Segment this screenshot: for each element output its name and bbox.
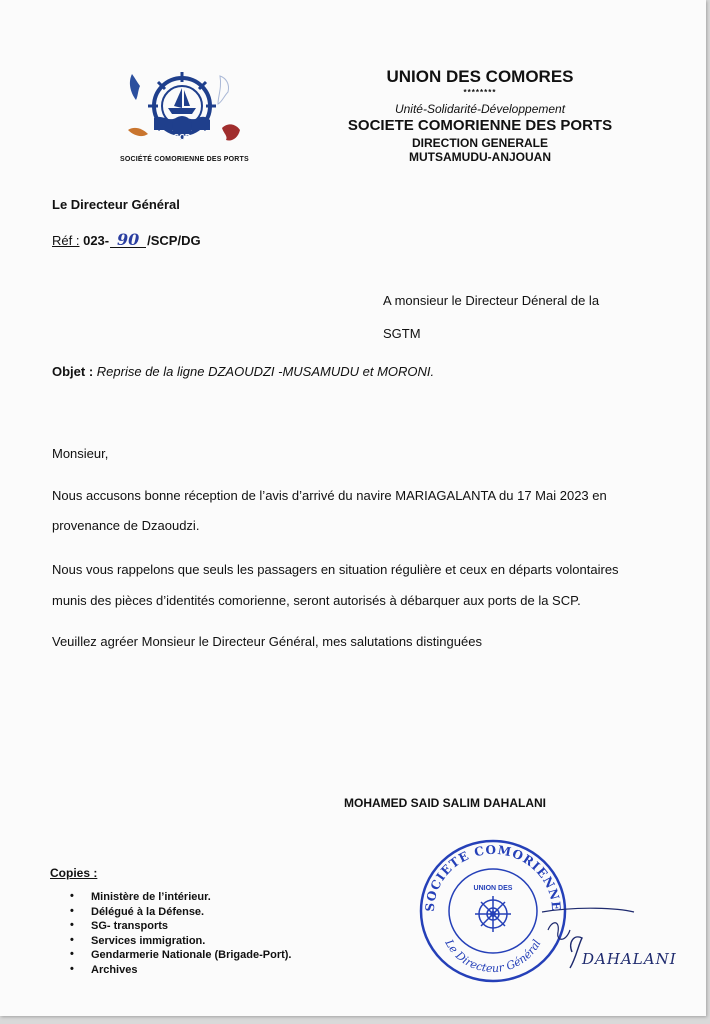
- copy-item: • Services immigration.: [70, 935, 292, 950]
- svg-text:Le Directeur Général: [442, 936, 544, 975]
- paragraph-1-line-1: Nous accusons bonne réception de l’avis d’arrivé du navire MARIAGALANTA du 17 Mai 2023 en: [52, 488, 607, 503]
- copy-item: • Gendarmerie Nationale (Brigade-Port).: [70, 949, 292, 964]
- national-motto: Unité-Solidarité-Développement: [394, 102, 566, 116]
- direction-name: DIRECTION GENERALE: [411, 136, 548, 150]
- paragraph-2-line-1: Nous vous rappelons que seuls les passagers en situation régulière et ceux en départs volontaires: [52, 562, 619, 577]
- copy-item: • SG- transports: [70, 920, 292, 935]
- subject: [52, 364, 434, 379]
- subject-label: Objet :: [52, 364, 94, 379]
- copies-title: Copies :: [50, 866, 98, 880]
- paragraph-2-line-2: munis des pièces d’identités comorienne, seront autorisés à débarquer aux ports de la SCP.: [52, 593, 581, 608]
- copy-item: • Ministère de l’intérieur.: [70, 891, 292, 906]
- header-stars: ********: [463, 88, 497, 97]
- recipient-line-2: SGTM: [383, 326, 421, 341]
- signature: [538, 902, 688, 980]
- copy-item: • Archives: [70, 964, 292, 979]
- city-name: MUTSAMUDU-ANJOUAN: [409, 150, 551, 164]
- stamp-top-text: SOCIETE COMORIENNE: [422, 842, 564, 913]
- reference-number: 90: [110, 233, 146, 248]
- reference-label: Réf :: [52, 233, 80, 248]
- recipient-line-1: A monsieur le Directeur Déneral de la: [383, 293, 600, 308]
- signatory-name: MOHAMED SAID SALIM DAHALANI: [344, 796, 546, 810]
- reference-prefix: 023-: [83, 233, 110, 248]
- stamp-bottom-text: Le Directeur Général: [442, 937, 544, 976]
- stamp-inner-text: UNION DES: [473, 885, 513, 892]
- reference-suffix: /SCP/DG: [147, 233, 201, 248]
- scp-logo: [118, 68, 258, 166]
- paragraph-1-line-2: provenance de Dzaoudzi.: [52, 518, 200, 533]
- closing-formula: Veuillez agréer Monsieur le Directeur Général, mes salutations distinguées: [52, 634, 482, 649]
- salutation: Monsieur,: [52, 446, 109, 461]
- subject-text: Reprise de la ligne DZAOUDZI -MUSAMUDU et MORONI.: [96, 364, 435, 379]
- country-name: UNION DES COMORES: [386, 67, 574, 86]
- signature-text: DAHALANI: [582, 950, 677, 968]
- company-name: SOCIETE COMORIENNE DES PORTS: [347, 117, 613, 134]
- copy-item: • Délégué à la Défense.: [70, 906, 292, 921]
- sender-title: Le Directeur Général: [52, 197, 180, 212]
- logo-text: SCP: [173, 133, 191, 142]
- copies-list: [70, 891, 292, 978]
- logo-caption: SOCIÉTÉ COMORIENNE DES PORTS: [120, 156, 249, 163]
- reference: [52, 230, 201, 249]
